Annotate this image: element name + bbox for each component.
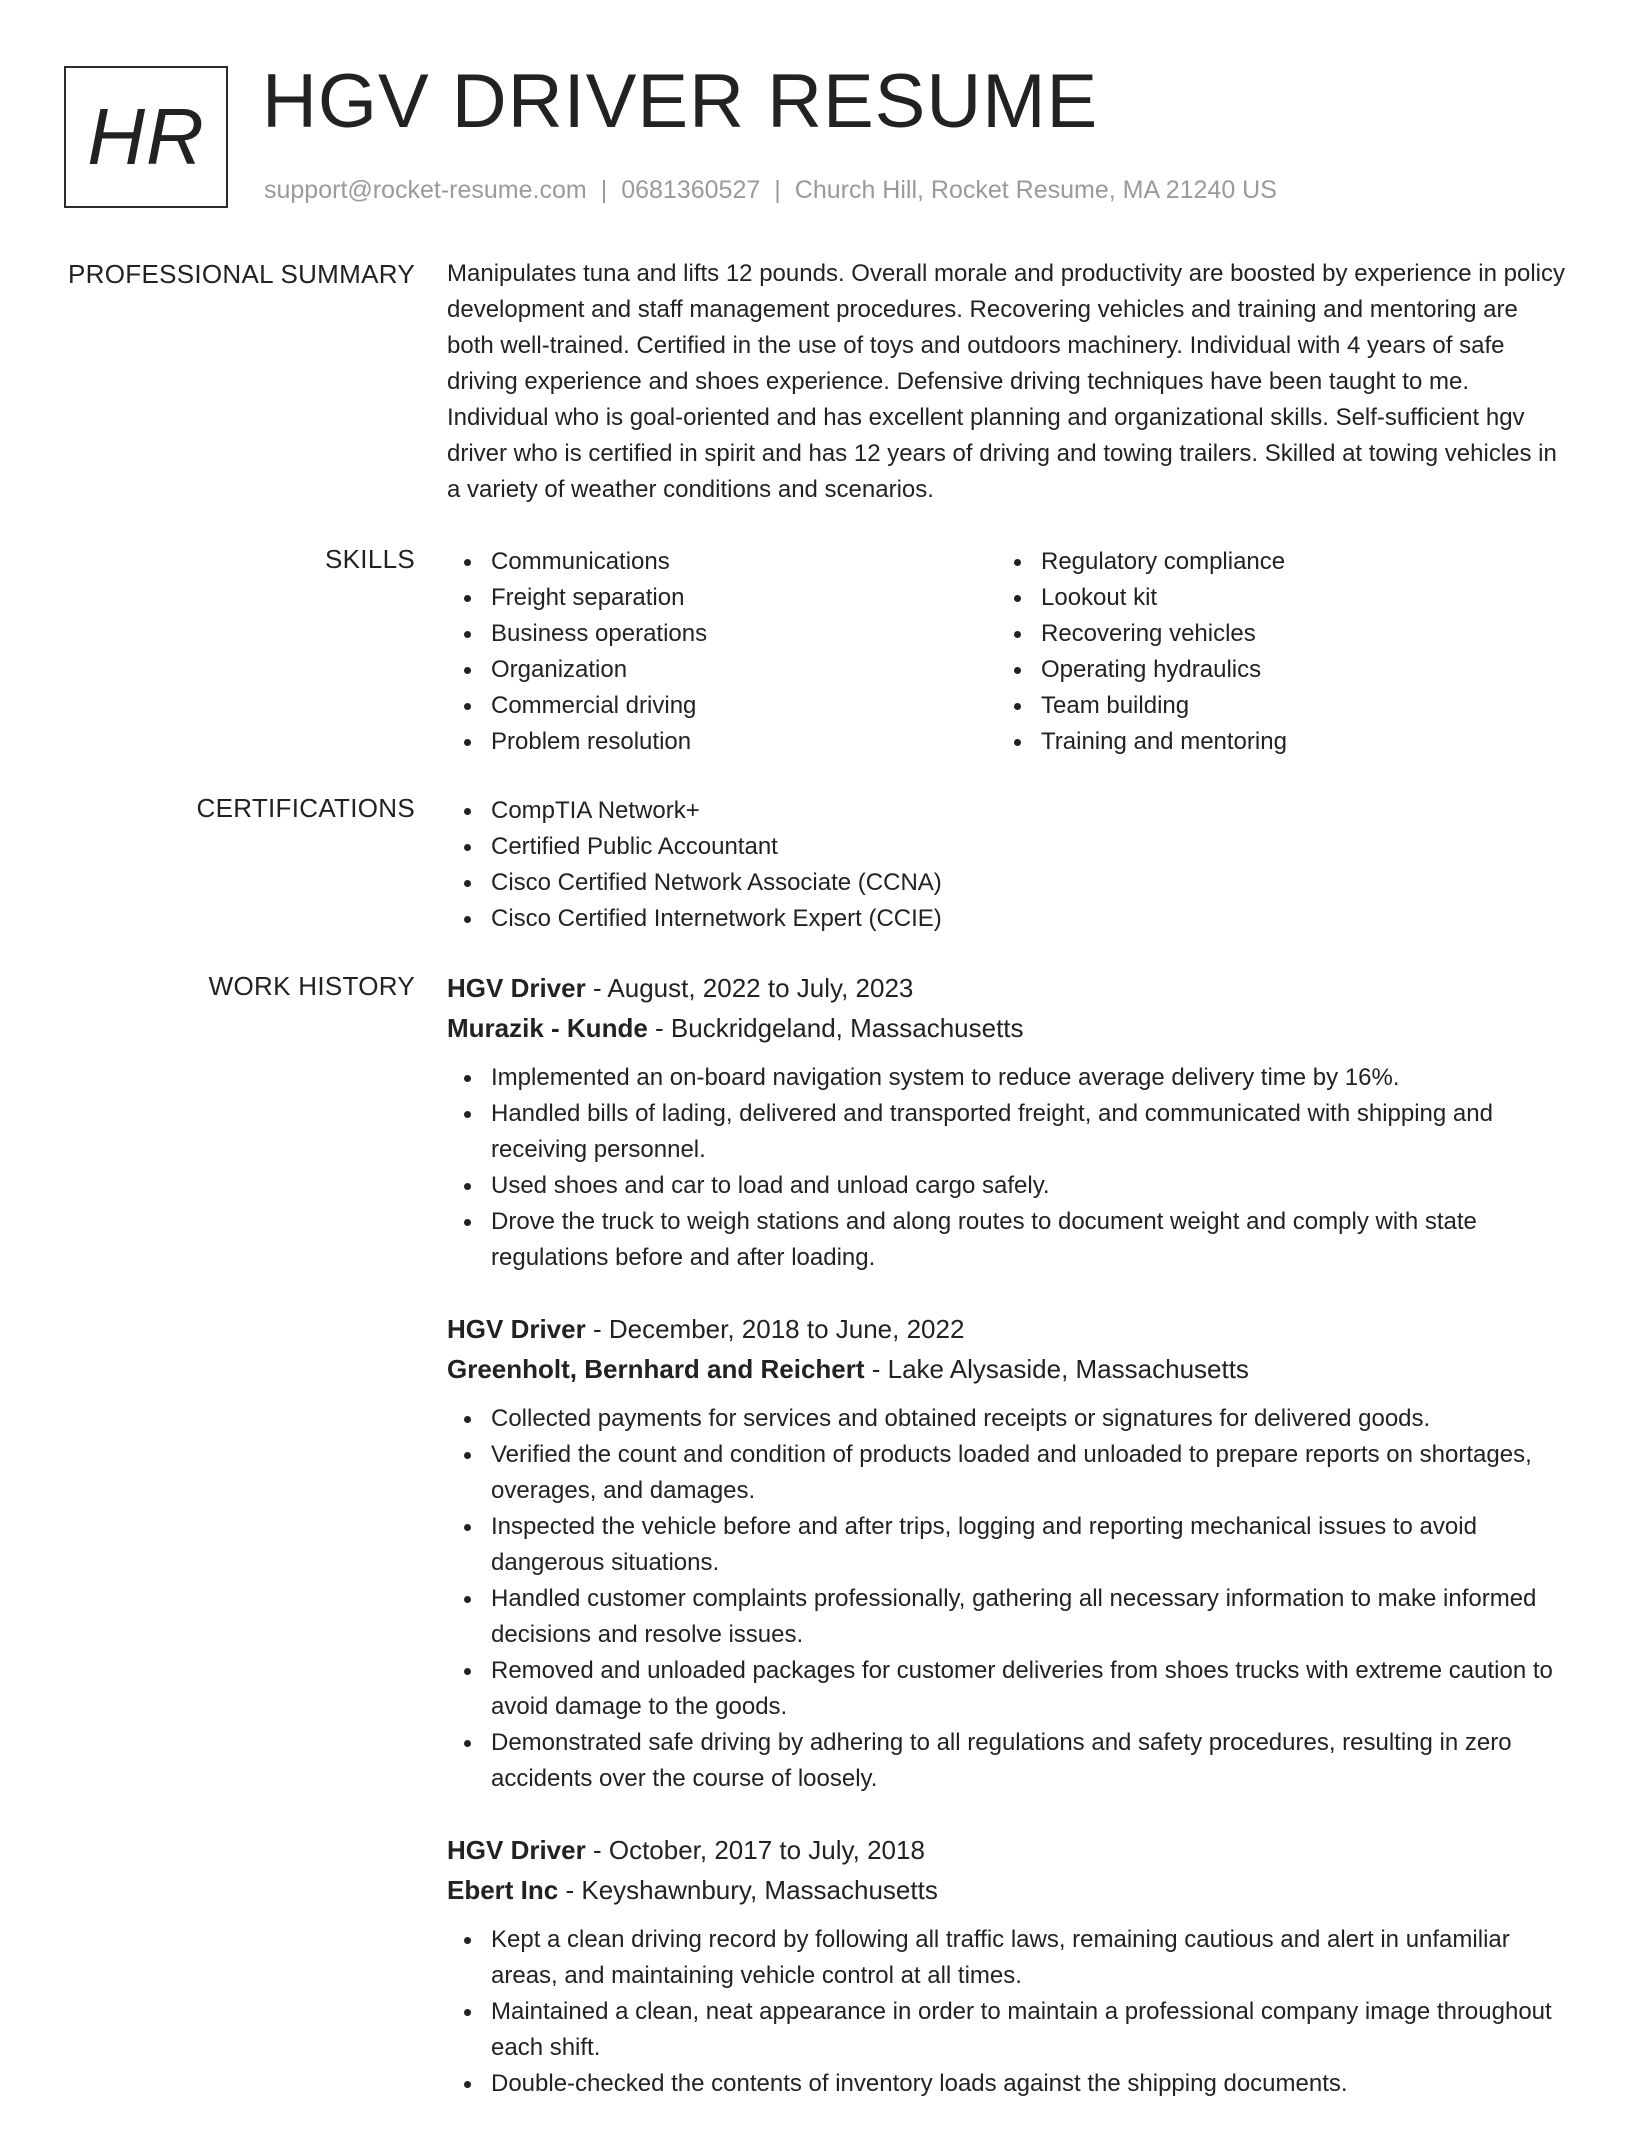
job-company: Greenholt, Bernhard and Reichert	[447, 1354, 865, 1384]
job-location: - Keyshawnbury, Massachusetts	[558, 1875, 938, 1905]
contact-address: Church Hill, Rocket Resume, MA 21240 US	[794, 176, 1277, 204]
job-title: HGV Driver	[447, 1835, 586, 1865]
skills-body	[447, 544, 1567, 760]
certifications-heading: CERTIFICATIONS	[196, 793, 415, 823]
monogram-box	[64, 66, 228, 208]
job-dates: - October, 2017 to July, 2018	[585, 1835, 925, 1865]
summary-body	[447, 256, 1567, 508]
job-bullet: Inspected the vehicle before and after trips, logging and reporting mechanical issues to avoid dangerous situations.	[447, 1509, 1567, 1581]
certifications-body	[447, 793, 1567, 937]
certifications-list	[447, 793, 1567, 937]
skill-item: Operating hydraulics	[997, 652, 1547, 688]
certification-item: CompTIA Network+	[447, 793, 1567, 829]
job-dates: - December, 2018 to June, 2022	[585, 1314, 965, 1344]
job-bullet: Maintained a clean, neat appearance in order to maintain a professional company image throughout each shift.	[447, 1994, 1567, 2066]
job-bullets	[447, 1922, 1567, 2102]
skills-heading: SKILLS	[325, 544, 415, 574]
skill-item: Recovering vehicles	[997, 616, 1547, 652]
skill-item: Commercial driving	[447, 688, 997, 724]
job-entry	[447, 1309, 1567, 1797]
job-title-line	[447, 1309, 1567, 1349]
skill-item: Team building	[997, 688, 1547, 724]
contact-separator: |	[600, 176, 608, 204]
job-company: Ebert Inc	[447, 1875, 559, 1905]
certification-item: Cisco Certified Internetwork Expert (CCIE)	[447, 901, 1567, 937]
job-bullets	[447, 1060, 1567, 1276]
job-company-line	[447, 1870, 1567, 1910]
certification-item: Certified Public Accountant	[447, 829, 1567, 865]
skills-list-left	[447, 544, 997, 760]
job-company-line	[447, 1008, 1567, 1048]
job-bullet: Implemented an on-board navigation system to reduce average delivery time by 16%.	[447, 1060, 1567, 1096]
skill-item: Regulatory compliance	[997, 544, 1547, 580]
job-location: - Lake Alysaside, Massachusetts	[864, 1354, 1249, 1384]
skill-item: Training and mentoring	[997, 724, 1547, 760]
skill-item: Problem resolution	[447, 724, 997, 760]
skill-item: Organization	[447, 652, 997, 688]
job-dates: - August, 2022 to July, 2023	[585, 973, 914, 1003]
job-entry	[447, 1830, 1567, 2102]
skill-item: Freight separation	[447, 580, 997, 616]
job-bullet: Drove the truck to weigh stations and along routes to document weight and comply with state regulations before and after loading.	[447, 1204, 1567, 1276]
job-entry	[447, 968, 1567, 1276]
resume-title: HGV DRIVER RESUME	[262, 59, 1099, 144]
job-bullet: Collected payments for services and obtained receipts or signatures for delivered goods.	[447, 1401, 1567, 1437]
job-bullet: Removed and unloaded packages for customer deliveries from shoes trucks with extreme caution to avoid damage to the goods.	[447, 1653, 1567, 1725]
job-title: HGV Driver	[447, 973, 586, 1003]
skill-item: Lookout kit	[997, 580, 1547, 616]
job-company-line	[447, 1349, 1567, 1389]
skill-item: Communications	[447, 544, 997, 580]
job-bullet: Handled customer complaints professionally, gathering all necessary information to make informed decisions and resolve issues.	[447, 1581, 1567, 1653]
contact-phone[interactable]: 0681360527	[621, 176, 761, 204]
job-company: Murazik - Kunde	[447, 1013, 648, 1043]
contact-line	[264, 176, 1277, 205]
job-title-line	[447, 1830, 1567, 1870]
job-title-line	[447, 968, 1567, 1008]
job-title: HGV Driver	[447, 1314, 586, 1344]
contact-separator: |	[774, 176, 781, 204]
summary-text: Manipulates tuna and lifts 12 pounds. Overall morale and productivity are boosted by experience in policy development and staff management procedures. Recovering vehicles and training and mentoring are both well-trained. Certified in the use of toys and outdoors machinery. Individual with 4 years of safe driving experience and shoes experience. Defensive driving techniques have been taught to me. Individual who is goal-oriented and has excellent planning and organizational skills. Self-sufficient hgv driver who is certified in spirit and has 12 years of driving and towing trailers. Skilled at towing vehicles in a variety of weather conditions and scenarios.	[447, 260, 1565, 503]
certification-item: Cisco Certified Network Associate (CCNA)	[447, 865, 1567, 901]
job-bullet: Verified the count and condition of products loaded and unloaded to prepare reports on shortages, overages, and damages.	[447, 1437, 1567, 1509]
work-history-heading: WORK HISTORY	[208, 971, 415, 1001]
skills-list-right	[997, 544, 1547, 760]
job-location: - Buckridgeland, Massachusetts	[647, 1013, 1024, 1043]
job-bullet: Demonstrated safe driving by adhering to all regulations and safety procedures, resulting in zero accidents over the course of loosely.	[447, 1725, 1567, 1797]
summary-heading: PROFESSIONAL SUMMARY	[68, 259, 415, 289]
job-bullet: Handled bills of lading, delivered and transported freight, and communicated with shipping and receiving personnel.	[447, 1096, 1567, 1168]
work-history-body	[447, 968, 1567, 2135]
job-bullet: Kept a clean driving record by following all traffic laws, remaining cautious and alert in unfamiliar areas, and maintaining vehicle control at all times.	[447, 1922, 1567, 1994]
skill-item: Business operations	[447, 616, 997, 652]
job-bullet: Used shoes and car to load and unload cargo safely.	[447, 1168, 1567, 1204]
contact-email[interactable]: support@rocket-resume.com	[264, 176, 587, 204]
job-bullet: Double-checked the contents of inventory loads against the shipping documents.	[447, 2066, 1567, 2102]
job-bullets	[447, 1401, 1567, 1797]
monogram-initials: HR	[87, 92, 205, 181]
